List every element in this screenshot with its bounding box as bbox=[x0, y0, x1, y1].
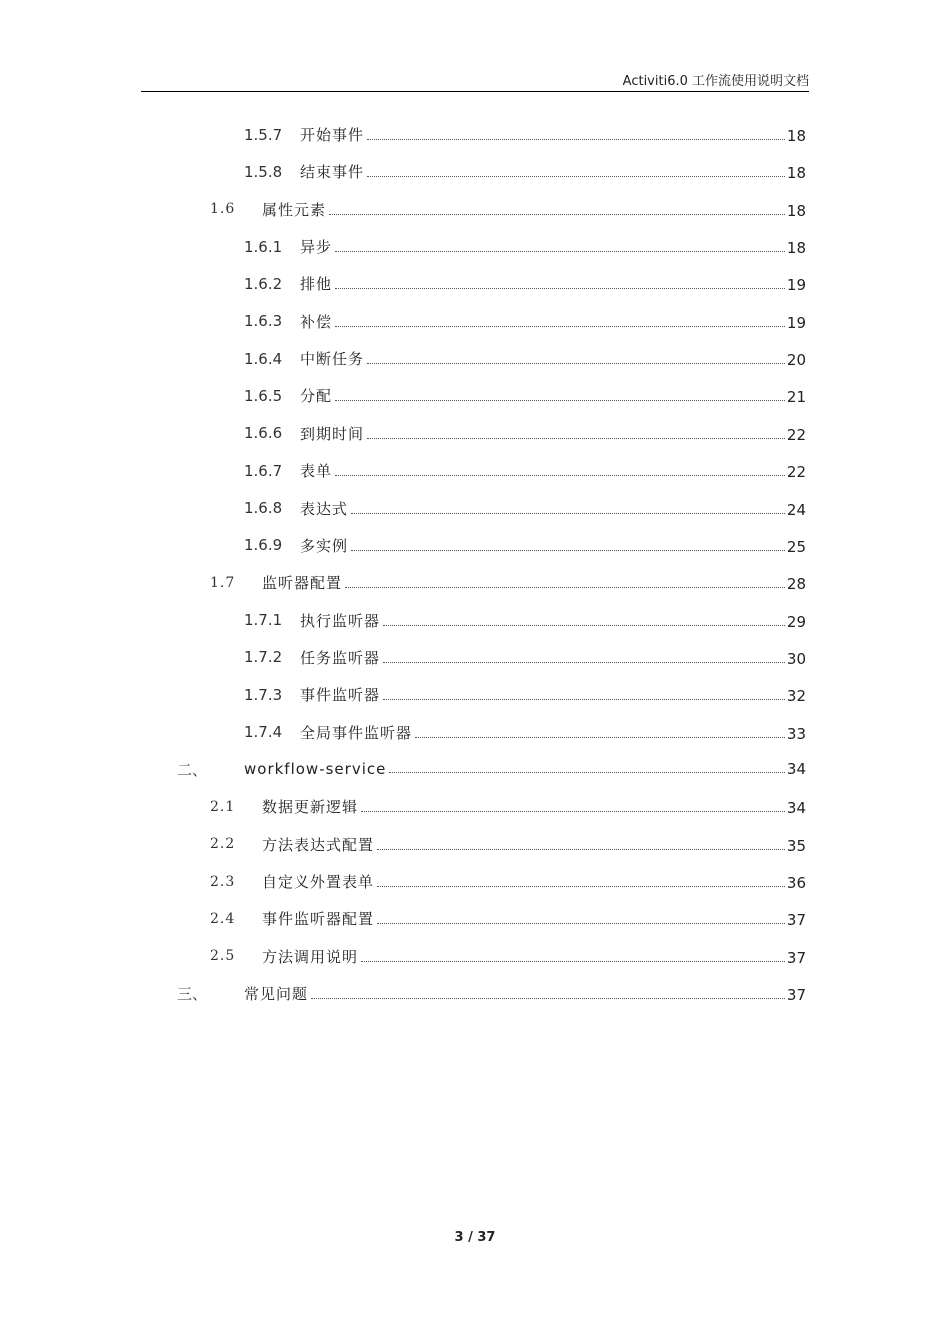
toc-entry-page: 33 bbox=[786, 724, 806, 743]
toc-entry[interactable] bbox=[0, 116, 950, 153]
toc-dot-leader bbox=[361, 960, 785, 962]
toc-entry-number: 2.5 bbox=[210, 948, 236, 965]
toc-entry-number: 2.1 bbox=[210, 798, 236, 815]
toc-dot-leader bbox=[329, 213, 785, 215]
toc-entry-title: 分配 bbox=[300, 387, 333, 406]
toc-entry-link[interactable] bbox=[300, 311, 806, 332]
toc-entry[interactable] bbox=[0, 564, 950, 601]
toc-entry-link[interactable] bbox=[300, 236, 806, 257]
toc-entry-title: 执行监听器 bbox=[300, 611, 381, 630]
toc-entry[interactable] bbox=[0, 676, 950, 713]
toc-entry-link[interactable] bbox=[300, 722, 806, 743]
toc-dot-leader bbox=[377, 848, 785, 850]
toc-entry[interactable] bbox=[0, 602, 950, 639]
toc-entry-title: 数据更新逻辑 bbox=[262, 798, 359, 817]
toc-entry-link[interactable] bbox=[244, 760, 806, 778]
toc-entry-title: 到期时间 bbox=[300, 424, 365, 443]
toc-entry-page: 32 bbox=[786, 687, 806, 706]
toc-entry[interactable] bbox=[0, 490, 950, 527]
toc-entry-title: 全局事件监听器 bbox=[300, 723, 413, 742]
toc-entry-link[interactable] bbox=[262, 572, 806, 593]
toc-entry-page: 35 bbox=[786, 836, 806, 855]
toc-entry-number: 1.7.3 bbox=[244, 685, 283, 704]
toc-entry-number: 1.6.3 bbox=[244, 312, 283, 331]
toc-entry-title: 多实例 bbox=[300, 536, 349, 555]
toc-entry-number: 1.5.8 bbox=[244, 162, 283, 181]
toc-dot-leader bbox=[351, 512, 785, 514]
toc-entry-title: 中断任务 bbox=[300, 350, 365, 369]
toc-dot-leader bbox=[345, 586, 785, 588]
toc-entry-link[interactable] bbox=[300, 647, 806, 668]
toc-entry-link[interactable] bbox=[300, 684, 806, 705]
toc-entry-link[interactable] bbox=[244, 983, 806, 1004]
toc-entry-title: 表单 bbox=[300, 462, 333, 481]
toc-dot-leader bbox=[389, 771, 785, 773]
toc-entry-page: 34 bbox=[786, 760, 806, 779]
toc-entry-number: 1.6.1 bbox=[244, 237, 283, 256]
toc-entry-page: 22 bbox=[786, 463, 806, 482]
toc-dot-leader bbox=[377, 885, 785, 887]
toc-dot-leader bbox=[367, 138, 785, 140]
toc-dot-leader bbox=[335, 399, 785, 401]
toc-entry-number: 1.6 bbox=[210, 201, 236, 218]
toc-entry-link[interactable] bbox=[262, 946, 806, 967]
toc-entry[interactable] bbox=[0, 788, 950, 825]
toc-entry-page: 22 bbox=[786, 425, 806, 444]
toc-entry-number: 1.7 bbox=[210, 574, 236, 591]
toc-entry-title: 监听器配置 bbox=[262, 574, 343, 593]
toc-entry-page: 30 bbox=[786, 649, 806, 668]
toc-entry-link[interactable] bbox=[300, 348, 806, 369]
toc-entry-number: 1.6.5 bbox=[244, 386, 283, 405]
toc-entry-link[interactable] bbox=[300, 460, 806, 481]
toc-entry-link[interactable] bbox=[300, 385, 806, 406]
toc-entry-number: 1.6.7 bbox=[244, 461, 283, 480]
toc-entry[interactable] bbox=[0, 714, 950, 751]
toc-entry-number: 三、 bbox=[177, 985, 208, 1004]
page-number: 3 / 37 bbox=[454, 1230, 496, 1245]
toc-entry[interactable] bbox=[0, 452, 950, 489]
toc-entry-number: 2.2 bbox=[210, 836, 236, 853]
toc-entry-title: 方法表达式配置 bbox=[262, 835, 375, 854]
toc-dot-leader bbox=[367, 175, 785, 177]
toc-entry-title: 事件监听器配置 bbox=[262, 910, 375, 929]
toc-entry[interactable] bbox=[0, 751, 950, 788]
toc-entry-page: 37 bbox=[786, 911, 806, 930]
toc-entry-link[interactable] bbox=[262, 834, 806, 855]
toc-entry-link[interactable] bbox=[300, 610, 806, 631]
toc-entry-number: 1.6.6 bbox=[244, 424, 283, 443]
toc-entry[interactable] bbox=[0, 265, 950, 302]
toc-entry-page: 24 bbox=[786, 500, 806, 519]
toc-dot-leader bbox=[361, 810, 785, 812]
toc-entry-link[interactable] bbox=[300, 498, 806, 519]
toc-entry-number: 2.4 bbox=[210, 910, 236, 927]
toc-entry-link[interactable] bbox=[262, 908, 806, 929]
toc-dot-leader bbox=[351, 549, 785, 551]
toc-entry-link[interactable] bbox=[300, 124, 806, 145]
toc-entry-title: 异步 bbox=[300, 238, 333, 257]
document-title: Activiti6.0 工作流使用说明文档 bbox=[622, 74, 809, 89]
toc-entry[interactable] bbox=[0, 153, 950, 190]
toc-entry-title: workflow-service bbox=[244, 760, 387, 779]
toc-dot-leader bbox=[335, 325, 785, 327]
toc-entry-number: 1.7.2 bbox=[244, 648, 283, 667]
toc-dot-leader bbox=[377, 922, 785, 924]
document-header bbox=[141, 70, 809, 92]
toc-dot-leader bbox=[383, 624, 785, 626]
toc-entry[interactable] bbox=[0, 938, 950, 975]
toc-entry[interactable] bbox=[0, 639, 950, 676]
toc-entry-title: 事件监听器 bbox=[300, 686, 381, 705]
toc-entry[interactable] bbox=[0, 191, 950, 228]
toc-entry[interactable] bbox=[0, 975, 950, 1012]
toc-entry-link[interactable] bbox=[300, 161, 806, 182]
toc-entry[interactable] bbox=[0, 900, 950, 937]
toc-entry-link[interactable] bbox=[262, 871, 806, 892]
toc-entry-number: 二、 bbox=[177, 760, 208, 779]
toc-entry[interactable] bbox=[0, 377, 950, 414]
toc-entry-page: 29 bbox=[786, 612, 806, 631]
toc-entry-page: 18 bbox=[786, 201, 806, 220]
toc-entry-page: 18 bbox=[786, 239, 806, 258]
toc-entry-number: 1.6.9 bbox=[244, 536, 283, 555]
toc-entry-link[interactable] bbox=[300, 273, 806, 294]
toc-entry-page: 18 bbox=[786, 127, 806, 145]
toc-dot-leader bbox=[415, 736, 785, 738]
toc-entry-page: 25 bbox=[786, 537, 806, 556]
toc-entry-title: 自定义外置表单 bbox=[262, 873, 375, 891]
toc-entry-title: 排他 bbox=[300, 275, 333, 294]
toc-dot-leader bbox=[367, 437, 785, 439]
toc-dot-leader bbox=[335, 250, 785, 252]
toc-entry-title: 结束事件 bbox=[300, 163, 365, 182]
toc-entry-title: 补偿 bbox=[300, 312, 333, 331]
toc-entry-page: 36 bbox=[786, 874, 806, 892]
toc-entry[interactable] bbox=[0, 863, 950, 900]
toc-entry-page: 18 bbox=[786, 164, 806, 183]
toc-dot-leader bbox=[335, 287, 785, 289]
toc-entry-page: 20 bbox=[786, 351, 806, 370]
toc-entry-title: 属性元素 bbox=[262, 200, 327, 219]
toc-entry-number: 2.3 bbox=[210, 873, 236, 890]
toc-entry-link[interactable] bbox=[300, 535, 806, 556]
toc-entry-page: 37 bbox=[786, 948, 806, 967]
toc-entry-page: 21 bbox=[786, 388, 806, 407]
toc-entry-link[interactable] bbox=[262, 796, 806, 817]
toc-entry[interactable] bbox=[0, 527, 950, 564]
toc-entry-page: 28 bbox=[786, 575, 806, 594]
toc-entry-title: 开始事件 bbox=[300, 126, 365, 144]
toc-dot-leader bbox=[335, 474, 785, 476]
toc-entry-number: 1.5.7 bbox=[244, 125, 283, 144]
toc-entry[interactable] bbox=[0, 826, 950, 863]
toc-dot-leader bbox=[367, 362, 785, 364]
toc-entry-page: 34 bbox=[786, 799, 806, 818]
toc-entry-number: 1.7.4 bbox=[244, 723, 283, 742]
toc-entry-page: 19 bbox=[786, 313, 806, 332]
toc-entry-page: 19 bbox=[786, 276, 806, 295]
toc-entry-page: 37 bbox=[786, 986, 806, 1005]
toc-entry-number: 1.7.1 bbox=[244, 611, 283, 630]
toc-entry-title: 常见问题 bbox=[244, 985, 309, 1004]
toc-dot-leader bbox=[383, 698, 785, 700]
toc-entry[interactable] bbox=[0, 303, 950, 340]
toc-entry-link[interactable] bbox=[300, 423, 806, 444]
toc-entry-title: 表达式 bbox=[300, 499, 349, 518]
toc-dot-leader bbox=[383, 661, 785, 663]
toc-entry-number: 1.6.8 bbox=[244, 499, 283, 517]
toc-entry[interactable] bbox=[0, 415, 950, 452]
toc-entry[interactable] bbox=[0, 340, 950, 377]
toc-entry-number: 1.6.4 bbox=[244, 349, 283, 368]
toc-entry-title: 任务监听器 bbox=[300, 648, 381, 667]
toc-dot-leader bbox=[311, 997, 785, 999]
toc-entry-link[interactable] bbox=[262, 199, 806, 220]
toc-entry-title: 方法调用说明 bbox=[262, 947, 359, 966]
toc-entry-number: 1.6.2 bbox=[244, 274, 283, 293]
toc-entry[interactable] bbox=[0, 228, 950, 265]
